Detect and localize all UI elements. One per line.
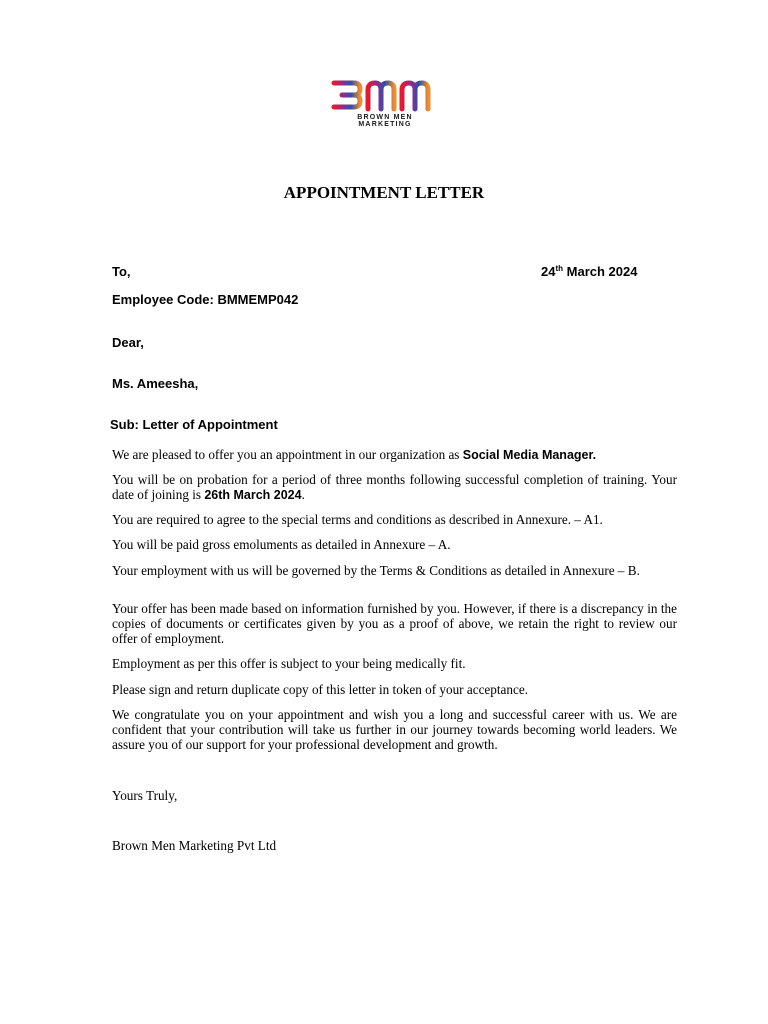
job-role: Social Media Manager.: [462, 448, 597, 462]
paragraph-acceptance: Please sign and return duplicate copy of this letter in token of your acceptance.: [112, 682, 528, 697]
letter-date: [541, 264, 637, 279]
recipient-name: Ms. Ameesha,: [112, 376, 199, 391]
paragraph-probation: [112, 472, 677, 503]
paragraph-emoluments: You will be paid gross emoluments as detailed in Annexure – A.: [112, 537, 451, 552]
probation-end: .: [301, 487, 305, 502]
date-day: 24: [541, 264, 556, 279]
joining-date: 26th March 2024: [204, 488, 302, 502]
paragraph-medical: Employment as per this offer is subject to your being medically fit.: [112, 656, 466, 671]
date-suffix: th: [555, 264, 564, 273]
date-rest: March 2024: [563, 264, 638, 279]
salutation: Dear,: [112, 335, 144, 350]
paragraph-offer: [112, 447, 677, 463]
closing-line: Yours Truly,: [112, 788, 178, 803]
paragraph-discrepancy: Your offer has been made based on information furnished by you. However, if there is a discrepancy in the copies of documents or certificates given by you as a proof of above, we retain the right to review our offer of employment.: [112, 601, 677, 646]
paragraph-congratulations: We congratulate you on your appointment and wish you a long and successful career with us. We are confident that your contribution will take us further in our journey towards becoming world leaders. We assure you of our support for your professional development and growth.: [112, 707, 677, 752]
logo-tagline: BROWN MEN MARKETING: [357, 114, 413, 128]
probation-text: You will be on probation for a period of three months following successful completion of training. Your date of joining is: [112, 472, 677, 502]
employee-code: Employee Code: BMMEMP042: [112, 292, 299, 307]
offer-text: We are pleased to offer you an appointment in our organization as: [112, 447, 463, 462]
subject-line: Sub: Letter of Appointment: [110, 417, 278, 432]
letter-title: APPOINTMENT LETTER: [283, 183, 485, 202]
paragraph-terms: You are required to agree to the special terms and conditions as described in Annexure. – A1.: [112, 512, 603, 527]
recipient-to: To,: [112, 264, 131, 279]
paragraph-employment-terms: Your employment with us will be governed by the Terms & Conditions as detailed in Annexure – B.: [112, 563, 640, 578]
company-signature: Brown Men Marketing Pvt Ltd: [112, 838, 277, 853]
